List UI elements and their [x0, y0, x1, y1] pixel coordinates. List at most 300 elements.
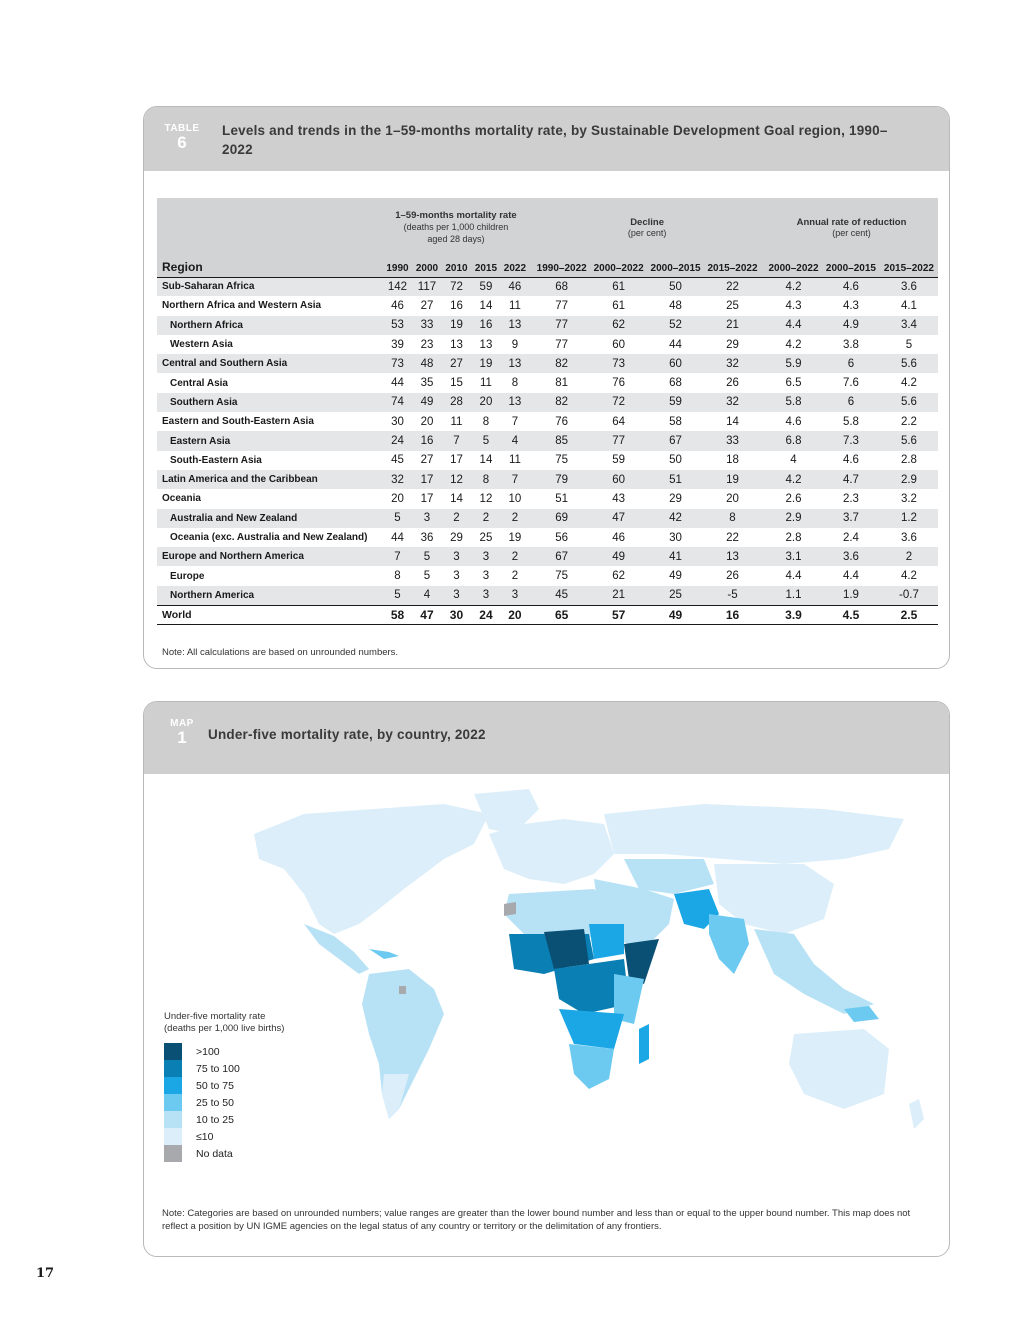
table-cell: 14 [726, 415, 739, 428]
group-decline-title: Decline [630, 216, 664, 228]
table-cell: 30 [442, 605, 471, 624]
table-cell: 29 [669, 492, 682, 505]
world-map [144, 774, 950, 1179]
legend-item [164, 1060, 284, 1077]
table-cell: 25 [726, 299, 739, 312]
table-cell: 49 [647, 605, 704, 624]
table-row [157, 335, 938, 354]
group-header-decline [533, 198, 761, 256]
table-cell: 44 [391, 531, 404, 544]
table-cell: 48 [412, 354, 441, 373]
table-cell: 3.4 [880, 316, 938, 335]
table-cell: 19 [442, 316, 471, 335]
table-panel [143, 106, 950, 669]
region-india [709, 914, 749, 974]
table-cell: 13 [501, 354, 529, 373]
table-cell: 32 [383, 470, 412, 489]
table-cell: 16 [704, 605, 761, 624]
table-cell: 11 [508, 299, 521, 312]
region-name: Northern Africa [157, 316, 383, 335]
table-cell: 14 [479, 299, 493, 312]
legend-swatch [164, 1094, 182, 1111]
legend-item [164, 1128, 284, 1145]
table-cell: 5 [383, 586, 412, 605]
table-cell: 4.2 [785, 338, 802, 351]
table-cell: 49 [412, 393, 441, 412]
region-name: Eastern and South-Eastern Asia [162, 416, 314, 428]
table-cell: 3 [482, 570, 490, 583]
table-title: Levels and trends in the 1–59-months mortality rate, by Sustainable Development Goal region, 1990–2022 [222, 123, 888, 157]
table-cell: 41 [647, 547, 704, 566]
table-cell: 2.2 [900, 415, 917, 428]
table-cell: 2.9 [765, 509, 822, 528]
legend-item [164, 1145, 284, 1162]
table-cell: 7.6 [842, 377, 859, 390]
table-cell: 77 [590, 431, 647, 450]
table-cell: 2 [442, 509, 471, 528]
table-cell: 6 [822, 354, 880, 373]
table-cell: 12 [442, 470, 471, 489]
table-cell: 20 [391, 492, 404, 505]
table-cell: 25 [479, 531, 493, 544]
region-madagascar [639, 1024, 649, 1064]
table-cell: 29 [450, 531, 463, 544]
table-cell: 9 [511, 338, 519, 351]
column-header: 2000 [412, 256, 441, 277]
table-cell: 13 [501, 316, 529, 335]
column-header: 2015 [471, 256, 500, 277]
region-southern-central-africa [559, 1009, 624, 1049]
table-cell: 4.6 [822, 277, 880, 296]
region-name: Eastern Asia [157, 431, 383, 450]
group-rate-sub: (deaths per 1,000 children aged 28 days) [403, 221, 509, 244]
table-row [157, 412, 938, 431]
table-cell: 14 [479, 454, 493, 467]
table-cell: 5 [383, 509, 412, 528]
table-cell: 3 [453, 570, 460, 583]
region-caribbean [369, 949, 399, 959]
table-cell: 4.7 [822, 470, 880, 489]
table-cell: 61 [590, 277, 647, 296]
table-cell: 33 [412, 316, 441, 335]
page-number: 17 [36, 1266, 55, 1281]
table-cell: 77 [555, 299, 569, 312]
table-cell: 4 [790, 454, 797, 467]
table-cell: 21 [704, 316, 761, 335]
table-cell: 68 [669, 377, 682, 390]
legend-item [164, 1043, 284, 1060]
region-name: Sub-Saharan Africa [157, 277, 383, 296]
table-cell: 4.4 [785, 570, 802, 583]
table-cell: 3 [442, 586, 471, 605]
legend-label: 50 to 75 [196, 1079, 234, 1092]
region-southern-africa [569, 1044, 614, 1089]
table-cell: 3 [412, 509, 441, 528]
table-cell: 16 [471, 316, 500, 335]
table-cell: 4.4 [842, 570, 859, 583]
table-cell: 52 [647, 316, 704, 335]
table-cell: 27 [420, 299, 434, 312]
legend-title-line1: Under-five mortality rate [164, 1011, 266, 1022]
table-cell: 2.8 [785, 531, 802, 544]
table-cell: 2.8 [900, 454, 917, 467]
table-cell: 19 [471, 354, 500, 373]
table-cell: 46 [391, 299, 404, 312]
table-cell: 5 [423, 570, 431, 583]
region-name: Europe [170, 570, 205, 582]
table-cell: 51 [647, 470, 704, 489]
region-europe [489, 819, 614, 884]
table-cell: 76 [555, 415, 569, 428]
region-name: Central Asia [170, 377, 228, 389]
region-name: Australia and New Zealand [157, 509, 383, 528]
legend-title-line2: (deaths per 1,000 live births) [164, 1023, 285, 1034]
table-cell: 30 [669, 531, 682, 544]
region-name: Central and Southern Asia [157, 354, 383, 373]
map-legend [164, 1011, 284, 1162]
table-cell: 82 [533, 393, 590, 412]
table-cell: 39 [391, 338, 404, 351]
region-name: Oceania (exc. Australia and New Zealand) [170, 532, 368, 543]
table-cell: 61 [612, 299, 626, 312]
region-name: Oceania [162, 493, 201, 505]
table-cell: 79 [533, 470, 590, 489]
table-cell: 22 [704, 277, 761, 296]
column-header: 2015–2022 [704, 256, 761, 277]
table-cell: 11 [450, 415, 463, 428]
table-cell: 16 [450, 299, 463, 312]
table-cell: 1.2 [880, 509, 938, 528]
table-cell: 4.2 [900, 377, 917, 390]
region-name: World [157, 605, 383, 624]
table-cell: 4.2 [765, 470, 822, 489]
table-cell: 3.2 [900, 492, 917, 505]
table-cell: 32 [704, 354, 761, 373]
table-cell: 23 [420, 338, 434, 351]
table-cell: 46 [612, 531, 626, 544]
table-cell: 51 [555, 492, 569, 505]
table-cell: 62 [612, 570, 626, 583]
table-cell: 67 [533, 547, 590, 566]
legend-label: 75 to 100 [196, 1062, 240, 1075]
table-cell: 24 [471, 605, 500, 624]
table-cell: 4.2 [765, 277, 822, 296]
table-cell: 73 [590, 354, 647, 373]
region-se-asia [754, 929, 874, 1014]
table-cell: 16 [412, 431, 441, 450]
table-cell: 4.5 [822, 605, 880, 624]
table-cell: 8 [394, 570, 401, 583]
table-cell: 18 [726, 454, 739, 467]
table-cell: 14 [450, 492, 463, 505]
table-cell: 42 [647, 509, 704, 528]
table-tag [162, 123, 202, 151]
table-cell: 1.1 [765, 586, 822, 605]
table-cell: 59 [612, 454, 626, 467]
table-cell: 5 [412, 547, 441, 566]
table-cell: 17 [412, 470, 441, 489]
table-cell: 7 [383, 547, 412, 566]
legend-swatch [164, 1077, 182, 1094]
region-name: Southern Asia [157, 393, 383, 412]
table-cell: 4 [501, 431, 529, 450]
table-row [157, 586, 938, 605]
table-cell: 2 [880, 547, 938, 566]
table-cell: 8 [471, 470, 500, 489]
table-cell: 5.8 [842, 415, 859, 428]
table-cell: 44 [391, 377, 404, 390]
table-cell: -0.7 [880, 586, 938, 605]
table-cell: 8 [704, 509, 761, 528]
table-cell: 75 [555, 570, 569, 583]
table-cell: 56 [555, 531, 569, 544]
column-header: 2000–2022 [590, 256, 647, 277]
table-cell: 13 [450, 338, 463, 351]
legend-item [164, 1077, 284, 1094]
table-cell: 3.8 [842, 338, 859, 351]
table-cell: 5.8 [765, 393, 822, 412]
table-cell: 24 [383, 431, 412, 450]
table-cell: 142 [383, 277, 412, 296]
table-cell: 6.5 [785, 377, 802, 390]
table-row [157, 489, 938, 508]
table-cell: 2 [511, 570, 519, 583]
table-cell: 28 [442, 393, 471, 412]
table-cell: 77 [555, 338, 569, 351]
region-name: Latin America and the Caribbean [157, 470, 383, 489]
table-cell: 8 [482, 415, 490, 428]
table-cell: 20 [420, 415, 434, 428]
table-cell: 46 [501, 277, 529, 296]
table-cell: 27 [442, 354, 471, 373]
region-russia [604, 804, 904, 864]
table-cell: 48 [669, 299, 682, 312]
legend-item [164, 1111, 284, 1128]
region-new-zealand [909, 1099, 924, 1129]
column-header: 2000–2015 [647, 256, 704, 277]
column-header: 2022 [501, 256, 529, 277]
table-cell: 13 [501, 393, 529, 412]
column-header: 2000–2015 [822, 256, 880, 277]
table-cell: 47 [590, 509, 647, 528]
column-header: 1990 [383, 256, 412, 277]
legend-swatch [164, 1060, 182, 1077]
table-cell: 20 [726, 492, 739, 505]
table-cell: 58 [383, 605, 412, 624]
table-cell: 3 [471, 547, 500, 566]
group-decline-sub: (per cent) [627, 227, 667, 238]
table-cell: 60 [612, 338, 626, 351]
table-cell: 72 [442, 277, 471, 296]
table-cell: 4.1 [900, 299, 917, 312]
table-cell: 50 [647, 277, 704, 296]
table-cell: 27 [420, 454, 434, 467]
legend-swatch [164, 1128, 182, 1145]
table-cell: 85 [533, 431, 590, 450]
region-guiana-nodata [399, 986, 406, 994]
legend-label: 25 to 50 [196, 1096, 234, 1109]
map-note: Note: Categories are based on unrounded numbers; value ranges are greater than the lower bound number and less than or equal to the upper bound number. This map does not reflect a position by UN IGME agencies on the legal status of any country or territory or the delimitation of any frontiers. [162, 1208, 911, 1232]
table-cell: 3.6 [822, 547, 880, 566]
table-cell: 81 [555, 377, 569, 390]
table-cell: 6.8 [765, 431, 822, 450]
table-cell: 3 [471, 586, 500, 605]
table-cell: 77 [533, 316, 590, 335]
table-cell: 36 [420, 531, 434, 544]
table-cell: 74 [383, 393, 412, 412]
table-cell: 5.6 [880, 393, 938, 412]
table-cell: 32 [704, 393, 761, 412]
table-cell: 65 [533, 605, 590, 624]
table-cell: 5.6 [880, 354, 938, 373]
group-arr-title: Annual rate of reduction [796, 216, 907, 228]
table-cell: 3.6 [880, 277, 938, 296]
table-row [157, 528, 938, 547]
table-cell: 49 [590, 547, 647, 566]
table-cell: 35 [420, 377, 434, 390]
table-cell: 68 [533, 277, 590, 296]
table-cell: 67 [647, 431, 704, 450]
table-cell: 5 [471, 431, 500, 450]
table-cell: 26 [726, 377, 739, 390]
table-cell: 45 [391, 454, 404, 467]
table-cell: 13 [479, 338, 493, 351]
table-row [157, 354, 938, 373]
table-cell: 13 [704, 547, 761, 566]
table-cell: 50 [669, 454, 682, 467]
table-cell: 75 [555, 454, 569, 467]
table-cell: 5.9 [765, 354, 822, 373]
table-cell: 2.4 [842, 531, 859, 544]
table-cell: 69 [533, 509, 590, 528]
table-cell: 22 [726, 531, 739, 544]
legend-item [164, 1094, 284, 1111]
legend-label: ≤10 [196, 1130, 214, 1143]
column-header: 2000–2022 [765, 256, 822, 277]
table-cell: 73 [383, 354, 412, 373]
table-cell: 2 [471, 509, 500, 528]
table-row [157, 470, 938, 489]
table-cell: 4.3 [785, 299, 802, 312]
map-tag [162, 718, 202, 746]
table-row [157, 296, 938, 315]
group-arr-sub: (per cent) [832, 227, 871, 238]
map-header-bar [144, 702, 949, 774]
table-cell: 2.3 [842, 492, 859, 505]
table-cell: 4.6 [785, 415, 802, 428]
table-cell: 82 [533, 354, 590, 373]
table-cell: 62 [590, 316, 647, 335]
group-header-rate [383, 198, 529, 256]
table-cell: 3.6 [900, 531, 917, 544]
legend-swatch [164, 1043, 182, 1060]
table-cell: 49 [669, 570, 682, 583]
column-header-region: Region [157, 256, 383, 277]
table-row [157, 431, 938, 450]
table-cell: 33 [704, 431, 761, 450]
table-cell: 4.6 [842, 454, 859, 467]
table-cell: 17 [420, 492, 434, 505]
mortality-table [157, 198, 938, 625]
table-cell: 60 [590, 470, 647, 489]
legend-label: No data [196, 1147, 233, 1160]
map-panel [143, 701, 950, 1257]
table-cell: 4.4 [765, 316, 822, 335]
table-cell: 7 [442, 431, 471, 450]
table-cell: 7 [511, 415, 519, 428]
table-cell: 26 [726, 570, 739, 583]
table-cell: 12 [479, 492, 493, 505]
table-cell: 21 [590, 586, 647, 605]
region-north-america [254, 804, 489, 934]
table-cell: 17 [450, 454, 463, 467]
table-cell: 20 [471, 393, 500, 412]
table-cell: 45 [533, 586, 590, 605]
legend-swatch [164, 1145, 182, 1162]
table-row [157, 509, 938, 528]
table-cell: 59 [471, 277, 500, 296]
table-cell: 53 [383, 316, 412, 335]
table-cell: 3.7 [822, 509, 880, 528]
table-cell: 64 [612, 415, 626, 428]
table-cell: 19 [704, 470, 761, 489]
map-tag-number: 1 [177, 728, 187, 747]
column-header: 2010 [442, 256, 471, 277]
table-cell: 2 [501, 547, 529, 566]
table-cell: 3.1 [765, 547, 822, 566]
column-header: 2015–2022 [880, 256, 938, 277]
table-header-bar [144, 107, 949, 171]
table-cell: 2 [501, 509, 529, 528]
table-cell: 2.6 [785, 492, 802, 505]
table-cell: 10 [508, 492, 522, 505]
table-cell: 25 [647, 586, 704, 605]
table-cell: 3 [501, 586, 529, 605]
table-row [157, 316, 938, 335]
table-cell: 72 [590, 393, 647, 412]
table-cell: 7.3 [822, 431, 880, 450]
table-cell: 47 [412, 605, 441, 624]
table-cell: 29 [726, 338, 739, 351]
table-cell: 4 [412, 586, 441, 605]
table-row [157, 373, 938, 392]
table-cell: 2.5 [880, 605, 938, 624]
table-cell: 4.3 [842, 299, 859, 312]
legend-title [164, 1011, 284, 1035]
legend-label: 10 to 25 [196, 1113, 234, 1126]
table-tag-label: TABLE [164, 123, 200, 134]
data-table-wrapper [157, 198, 938, 625]
table-cell: 19 [508, 531, 522, 544]
region-name: Northern Africa and Western Asia [162, 300, 322, 312]
table-cell: 5.6 [880, 431, 938, 450]
table-row [157, 566, 938, 585]
table-cell: 58 [669, 415, 682, 428]
table-cell: 6 [822, 393, 880, 412]
table-row [157, 393, 938, 412]
map-tag-label: MAP [170, 718, 194, 729]
table-cell: 7 [501, 470, 529, 489]
table-cell: -5 [704, 586, 761, 605]
table-tag-number: 6 [177, 133, 187, 152]
table-cell: 2.9 [880, 470, 938, 489]
region-western-sahara-nodata [504, 902, 516, 916]
region-sudan [589, 924, 624, 959]
region-name: South-Eastern Asia [170, 454, 262, 466]
region-png [844, 1006, 879, 1022]
table-row [157, 605, 938, 624]
table-cell: 59 [647, 393, 704, 412]
